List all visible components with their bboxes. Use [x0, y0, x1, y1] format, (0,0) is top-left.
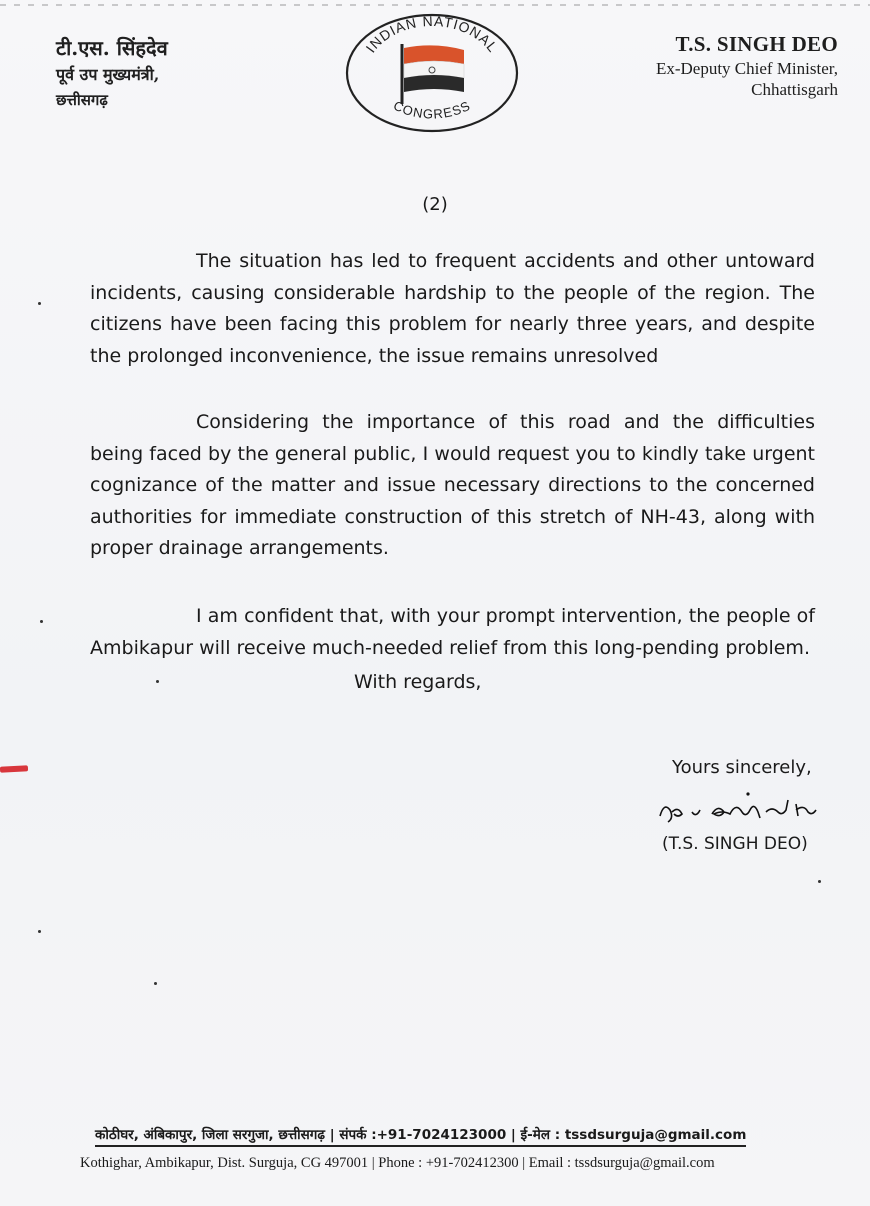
- page-number: (2): [422, 194, 448, 215]
- hindi-state: छत्तीसगढ़: [56, 91, 108, 109]
- scan-speck: [40, 620, 43, 623]
- top-edge-line: [0, 4, 870, 6]
- english-name: T.S. SINGH DEO: [675, 32, 838, 56]
- hindi-designation: पूर्व उप मुख्यमंत्री,: [56, 65, 160, 84]
- scan-speck: [154, 982, 157, 985]
- red-margin-mark: [0, 765, 28, 772]
- scan-speck: [38, 302, 41, 305]
- scan-speck: [38, 930, 41, 933]
- body-paragraph-2: Considering the importance of this road and the difficulties being faced by the general public, I would request you to kindly take urgent cognizance of the matter and issue necessary directions to the concerned authorities for immediate construction of this stretch of NH-43, along with proper drainage arrangements.: [90, 411, 815, 559]
- handwritten-signature: [656, 788, 826, 828]
- footer-english-address: Kothighar, Ambikapur, Dist. Surguja, CG 497001 | Phone : +91-702412300 | Email : tssdsurguja@gmail.com: [80, 1155, 715, 1171]
- signatory-name: (T.S. SINGH DEO): [662, 834, 808, 854]
- regards-line: With regards,: [354, 671, 482, 693]
- flag-icon: [402, 44, 464, 104]
- scan-speck: [156, 680, 159, 683]
- congress-logo: [344, 12, 520, 134]
- english-letterhead: [656, 30, 838, 100]
- english-state: Chhattisgarh: [751, 80, 838, 99]
- body-paragraph-1: The situation has led to frequent accidents and other untoward incidents, causing considerable hardship to the people of the region. The citizens have been facing this problem for nearly three years, and despite the prolonged inconvenience, the issue remains unresolved: [90, 250, 815, 367]
- footer-hindi-address: कोठीघर, अंबिकापुर, जिला सरगुजा, छत्तीसगढ़ | संपर्क :+91-7024123000 | ई-मेल : tssdsurguja@gmail.com: [95, 1125, 746, 1147]
- hindi-name: टी.एस. सिंहदेव: [56, 36, 168, 60]
- logo-bottom-text: CONGRESS: [391, 97, 473, 122]
- scan-speck: [818, 880, 821, 883]
- valediction: Yours sincerely,: [672, 757, 812, 778]
- hindi-letterhead: [56, 34, 168, 112]
- logo-top-text: INDIAN NATIONAL: [362, 12, 502, 56]
- body-paragraph-3: I am confident that, with your prompt intervention, the people of Ambikapur will receive much-needed relief from this long-pending problem.: [90, 605, 815, 659]
- english-designation: Ex-Deputy Chief Minister,: [655, 59, 838, 78]
